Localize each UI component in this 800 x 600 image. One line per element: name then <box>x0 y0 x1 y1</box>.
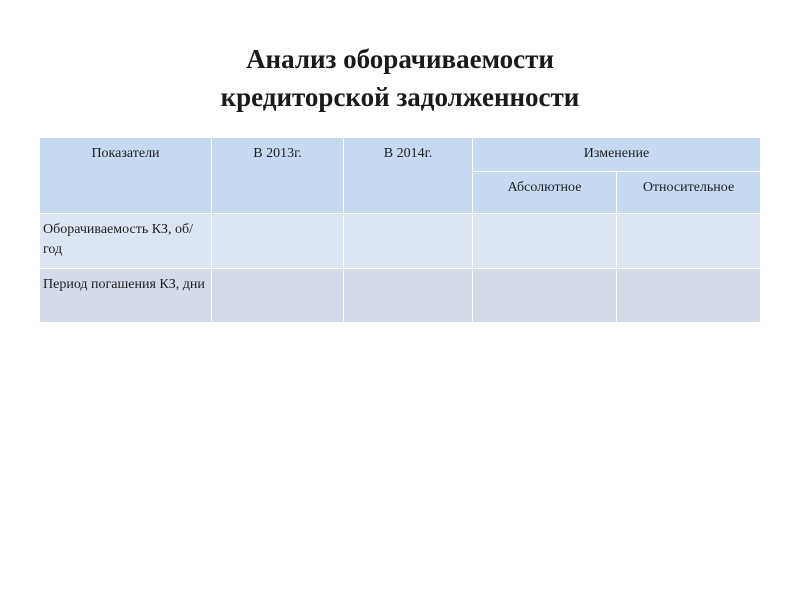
title-line-2: кредиторской задолженности <box>220 82 580 112</box>
cell-period-absolute <box>473 269 617 323</box>
slide-title <box>0 40 800 116</box>
cell-period-2014 <box>344 269 473 323</box>
turnover-table <box>39 137 761 323</box>
cell-period-relative <box>617 269 761 323</box>
header-year-2014: В 2014г. <box>344 138 473 214</box>
cell-period-2013 <box>212 269 344 323</box>
row-label-payback-period: Период погашения КЗ, дни <box>40 269 212 323</box>
row-label-turnover: Оборачиваемость КЗ, об/год <box>40 214 212 269</box>
cell-turnover-2013 <box>212 214 344 269</box>
header-indicators: Показатели <box>40 138 212 214</box>
title-line-1: Анализ оборачиваемости <box>246 44 554 74</box>
cell-turnover-2014 <box>344 214 473 269</box>
table-row <box>40 269 761 323</box>
header-year-2013: В 2013г. <box>212 138 344 214</box>
header-absolute: Абсолютное <box>473 172 617 214</box>
header-relative: Относительное <box>617 172 761 214</box>
cell-turnover-absolute <box>473 214 617 269</box>
header-row-1 <box>40 138 761 172</box>
cell-turnover-relative <box>617 214 761 269</box>
header-change: Изменение <box>473 138 761 172</box>
table-row <box>40 214 761 269</box>
